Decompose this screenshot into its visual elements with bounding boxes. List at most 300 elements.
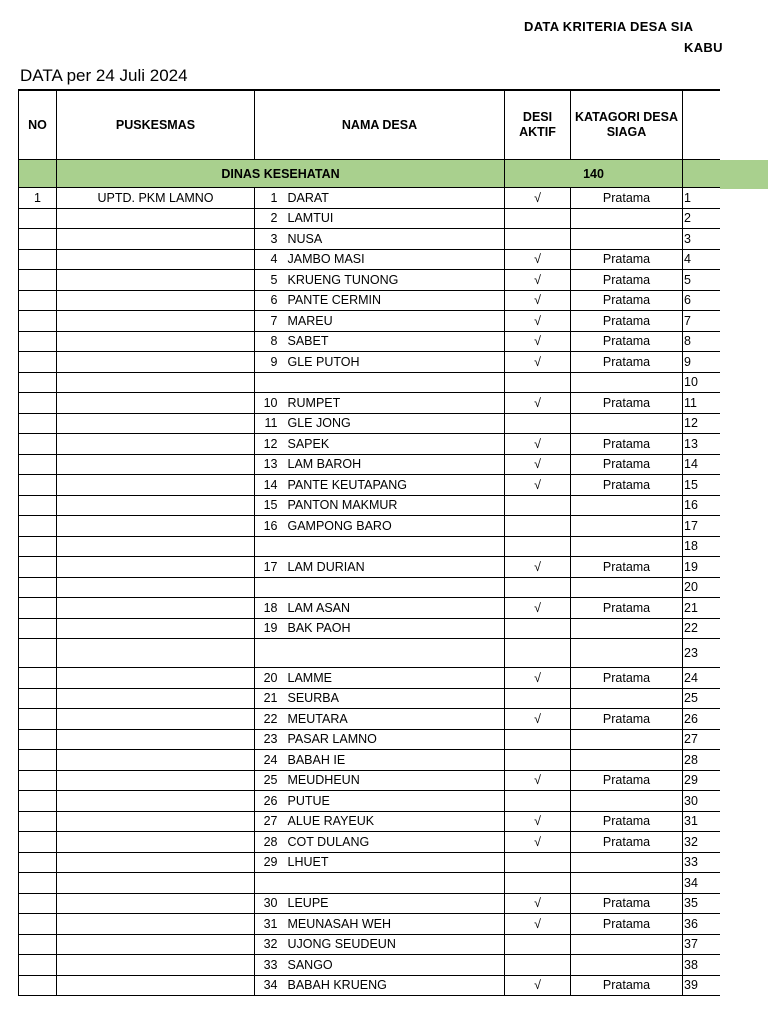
cell-desi-aktif xyxy=(505,955,571,976)
cell-kategori: Pratama xyxy=(571,454,683,475)
cell-puskesmas xyxy=(57,639,255,668)
cell-kategori: Pratama xyxy=(571,832,683,853)
cell-row-index: 29 xyxy=(683,770,720,791)
cell-row-index: 27 xyxy=(683,729,720,750)
cell-row-index: 5 xyxy=(683,270,720,291)
cell-desi-aktif xyxy=(505,516,571,537)
cell-row-index: 24 xyxy=(683,668,720,689)
cell-no xyxy=(19,688,57,709)
cell-row-index: 33 xyxy=(683,852,720,873)
cell-puskesmas xyxy=(57,791,255,812)
cell-puskesmas xyxy=(57,914,255,935)
cell-desi-aktif: √ xyxy=(505,249,571,270)
cell-desa-number xyxy=(255,639,282,668)
cell-row-index: 4 xyxy=(683,249,720,270)
cell-puskesmas xyxy=(57,709,255,730)
cell-no: 1 xyxy=(19,188,57,209)
cell-desa-name: SEURBA xyxy=(282,688,505,709)
cell-desa-name: UJONG SEUDEUN xyxy=(282,934,505,955)
cell-kategori: Pratama xyxy=(571,290,683,311)
section-total: 140 xyxy=(505,160,683,188)
table-row xyxy=(19,955,721,976)
cell-puskesmas xyxy=(57,668,255,689)
cell-desa-name: BABAH IE xyxy=(282,750,505,771)
table-row xyxy=(19,352,721,373)
cell-desa-name: GLE JONG xyxy=(282,413,505,434)
cell-desa-number: 23 xyxy=(255,729,282,750)
cell-row-index: 34 xyxy=(683,873,720,894)
cell-desa-number: 9 xyxy=(255,352,282,373)
cell-no xyxy=(19,709,57,730)
cell-kategori xyxy=(571,372,683,393)
cell-kategori: Pratama xyxy=(571,709,683,730)
cell-desa-name: BAK PAOH xyxy=(282,618,505,639)
cell-puskesmas xyxy=(57,557,255,578)
cell-desi-aktif xyxy=(505,208,571,229)
cell-no xyxy=(19,893,57,914)
cell-no xyxy=(19,454,57,475)
table-row xyxy=(19,934,721,955)
cell-desa-name: PANTE KEUTAPANG xyxy=(282,475,505,496)
section-tail xyxy=(683,160,720,188)
cell-desa-name: PANTE CERMIN xyxy=(282,290,505,311)
cell-no xyxy=(19,852,57,873)
cell-row-index: 19 xyxy=(683,557,720,578)
cell-row-index: 15 xyxy=(683,475,720,496)
cell-desi-aktif xyxy=(505,618,571,639)
table-row xyxy=(19,229,721,250)
cell-kategori xyxy=(571,208,683,229)
cell-kategori: Pratama xyxy=(571,331,683,352)
cell-kategori: Pratama xyxy=(571,352,683,373)
cell-row-index: 2 xyxy=(683,208,720,229)
cell-kategori xyxy=(571,955,683,976)
cell-desa-number: 22 xyxy=(255,709,282,730)
cell-desa-number: 12 xyxy=(255,434,282,455)
cell-puskesmas: UPTD. PKM LAMNO xyxy=(57,188,255,209)
table-row xyxy=(19,434,721,455)
cell-desa-number: 6 xyxy=(255,290,282,311)
cell-desi-aktif xyxy=(505,372,571,393)
cell-puskesmas xyxy=(57,475,255,496)
cell-desi-aktif: √ xyxy=(505,893,571,914)
cell-puskesmas xyxy=(57,955,255,976)
cell-kategori xyxy=(571,729,683,750)
cell-row-index: 8 xyxy=(683,331,720,352)
cell-desi-aktif xyxy=(505,729,571,750)
cell-no xyxy=(19,934,57,955)
cell-no xyxy=(19,516,57,537)
cell-no xyxy=(19,331,57,352)
cell-puskesmas xyxy=(57,372,255,393)
section-spacer xyxy=(19,160,57,188)
table-row xyxy=(19,709,721,730)
table-row xyxy=(19,290,721,311)
cell-kategori xyxy=(571,516,683,537)
col-header-kategori: KATAGORI DESA SIAGA xyxy=(571,90,683,160)
cell-desa-number: 5 xyxy=(255,270,282,291)
cell-puskesmas xyxy=(57,495,255,516)
section-row xyxy=(19,160,721,188)
cell-desa-number: 25 xyxy=(255,770,282,791)
cell-no xyxy=(19,791,57,812)
cell-no xyxy=(19,975,57,996)
cell-kategori: Pratama xyxy=(571,311,683,332)
table-row xyxy=(19,516,721,537)
cell-desa-number: 18 xyxy=(255,598,282,619)
cell-row-index: 31 xyxy=(683,811,720,832)
sheet-frame xyxy=(0,86,720,1024)
cell-no xyxy=(19,832,57,853)
table-row xyxy=(19,454,721,475)
cell-desa-name xyxy=(282,536,505,557)
cell-desa-name: SANGO xyxy=(282,955,505,976)
cell-no xyxy=(19,577,57,598)
cell-desa-number: 7 xyxy=(255,311,282,332)
cell-desi-aktif xyxy=(505,413,571,434)
cell-desa-number: 32 xyxy=(255,934,282,955)
cell-kategori xyxy=(571,688,683,709)
cell-desi-aktif: √ xyxy=(505,393,571,414)
cell-desa-number: 11 xyxy=(255,413,282,434)
cell-no xyxy=(19,914,57,935)
cell-kategori: Pratama xyxy=(571,393,683,414)
cell-kategori xyxy=(571,750,683,771)
cell-desa-name: MEUDHEUN xyxy=(282,770,505,791)
cell-desa-number: 28 xyxy=(255,832,282,853)
cell-desi-aktif: √ xyxy=(505,188,571,209)
cell-kategori: Pratama xyxy=(571,770,683,791)
cell-desa-number: 21 xyxy=(255,688,282,709)
cell-kategori: Pratama xyxy=(571,249,683,270)
cell-row-index: 12 xyxy=(683,413,720,434)
cell-row-index: 1 xyxy=(683,188,720,209)
cell-puskesmas xyxy=(57,290,255,311)
table-row xyxy=(19,311,721,332)
cell-kategori: Pratama xyxy=(571,811,683,832)
cell-no xyxy=(19,270,57,291)
cell-no xyxy=(19,249,57,270)
cell-row-index: 36 xyxy=(683,914,720,935)
cell-no xyxy=(19,208,57,229)
cell-row-index: 16 xyxy=(683,495,720,516)
cell-desi-aktif xyxy=(505,495,571,516)
cell-puskesmas xyxy=(57,229,255,250)
cell-desa-number: 31 xyxy=(255,914,282,935)
cell-desa-name: NUSA xyxy=(282,229,505,250)
cell-desi-aktif xyxy=(505,852,571,873)
cell-desi-aktif xyxy=(505,536,571,557)
table-row xyxy=(19,975,721,996)
cell-desa-name: KRUENG TUNONG xyxy=(282,270,505,291)
col-header-no: NO xyxy=(19,90,57,160)
cell-desi-aktif xyxy=(505,229,571,250)
cell-no xyxy=(19,434,57,455)
cell-kategori xyxy=(571,852,683,873)
cell-desa-name: LAMME xyxy=(282,668,505,689)
cell-desa-name: MEUNASAH WEH xyxy=(282,914,505,935)
cell-desa-name: ALUE RAYEUK xyxy=(282,811,505,832)
cell-desa-name xyxy=(282,577,505,598)
cell-desa-name xyxy=(282,639,505,668)
cell-desa-number xyxy=(255,372,282,393)
cell-desi-aktif: √ xyxy=(505,811,571,832)
table-row xyxy=(19,873,721,894)
cell-desa-number: 4 xyxy=(255,249,282,270)
cell-desa-name: SAPEK xyxy=(282,434,505,455)
cell-desa-number: 16 xyxy=(255,516,282,537)
table-row xyxy=(19,668,721,689)
cell-desi-aktif xyxy=(505,639,571,668)
cell-no xyxy=(19,618,57,639)
cell-puskesmas xyxy=(57,331,255,352)
cell-desi-aktif: √ xyxy=(505,557,571,578)
cell-row-index: 23 xyxy=(683,639,720,668)
report-title: DATA KRITERIA DESA SIA xyxy=(524,19,694,34)
table-row xyxy=(19,475,721,496)
cell-kategori xyxy=(571,577,683,598)
cell-desa-name: GAMPONG BARO xyxy=(282,516,505,537)
cell-no xyxy=(19,639,57,668)
cell-desa-name: COT DULANG xyxy=(282,832,505,853)
cell-kategori: Pratama xyxy=(571,557,683,578)
table-row xyxy=(19,208,721,229)
section-band-extension xyxy=(720,160,768,189)
col-header-desi-aktif: DESI AKTIF xyxy=(505,90,571,160)
cell-desa-name: LAM BAROH xyxy=(282,454,505,475)
cell-puskesmas xyxy=(57,832,255,853)
cell-desa-name: MEUTARA xyxy=(282,709,505,730)
cell-no xyxy=(19,811,57,832)
cell-desa-number: 24 xyxy=(255,750,282,771)
cell-row-index: 26 xyxy=(683,709,720,730)
cell-kategori xyxy=(571,413,683,434)
cell-row-index: 18 xyxy=(683,536,720,557)
cell-puskesmas xyxy=(57,434,255,455)
cell-desi-aktif xyxy=(505,873,571,894)
cell-desi-aktif xyxy=(505,750,571,771)
report-subtitle: KABU xyxy=(684,40,723,55)
cell-kategori xyxy=(571,229,683,250)
cell-kategori: Pratama xyxy=(571,914,683,935)
desa-siaga-table xyxy=(18,89,720,996)
cell-desa-number: 33 xyxy=(255,955,282,976)
cell-kategori xyxy=(571,934,683,955)
cell-desa-number xyxy=(255,577,282,598)
cell-desa-number: 10 xyxy=(255,393,282,414)
table-row xyxy=(19,639,721,668)
cell-desa-number: 15 xyxy=(255,495,282,516)
cell-desa-name: PUTUE xyxy=(282,791,505,812)
cell-no xyxy=(19,750,57,771)
cell-desa-name: PANTON MAKMUR xyxy=(282,495,505,516)
cell-row-index: 30 xyxy=(683,791,720,812)
cell-desa-number: 13 xyxy=(255,454,282,475)
table-row xyxy=(19,729,721,750)
cell-desa-name: LAM ASAN xyxy=(282,598,505,619)
cell-puskesmas xyxy=(57,893,255,914)
table-row xyxy=(19,557,721,578)
cell-row-index: 14 xyxy=(683,454,720,475)
cell-desa-number: 19 xyxy=(255,618,282,639)
cell-puskesmas xyxy=(57,270,255,291)
cell-no xyxy=(19,873,57,894)
table-row xyxy=(19,393,721,414)
cell-row-index: 13 xyxy=(683,434,720,455)
cell-kategori xyxy=(571,536,683,557)
cell-puskesmas xyxy=(57,873,255,894)
cell-desi-aktif: √ xyxy=(505,331,571,352)
cell-row-index: 9 xyxy=(683,352,720,373)
table-row xyxy=(19,331,721,352)
cell-desa-number xyxy=(255,536,282,557)
cell-no xyxy=(19,311,57,332)
cell-no xyxy=(19,557,57,578)
cell-desa-number: 17 xyxy=(255,557,282,578)
cell-puskesmas xyxy=(57,750,255,771)
cell-row-index: 38 xyxy=(683,955,720,976)
cell-desa-name: LAM DURIAN xyxy=(282,557,505,578)
cell-kategori: Pratama xyxy=(571,668,683,689)
cell-desa-name: LAMTUI xyxy=(282,208,505,229)
cell-desi-aktif: √ xyxy=(505,434,571,455)
cell-no xyxy=(19,770,57,791)
cell-desi-aktif: √ xyxy=(505,311,571,332)
cell-no xyxy=(19,372,57,393)
cell-desa-number: 14 xyxy=(255,475,282,496)
cell-puskesmas xyxy=(57,249,255,270)
cell-desi-aktif: √ xyxy=(505,352,571,373)
cell-kategori: Pratama xyxy=(571,188,683,209)
cell-row-index: 21 xyxy=(683,598,720,619)
cell-no xyxy=(19,413,57,434)
cell-puskesmas xyxy=(57,577,255,598)
cell-row-index: 3 xyxy=(683,229,720,250)
cell-desi-aktif: √ xyxy=(505,598,571,619)
table-row xyxy=(19,852,721,873)
cell-puskesmas xyxy=(57,393,255,414)
cell-row-index: 39 xyxy=(683,975,720,996)
cell-desi-aktif: √ xyxy=(505,475,571,496)
cell-desi-aktif: √ xyxy=(505,668,571,689)
cell-desa-name: SABET xyxy=(282,331,505,352)
cell-puskesmas xyxy=(57,208,255,229)
cell-desa-number: 34 xyxy=(255,975,282,996)
cell-desa-number xyxy=(255,873,282,894)
cell-kategori: Pratama xyxy=(571,598,683,619)
cell-puskesmas xyxy=(57,454,255,475)
cell-kategori: Pratama xyxy=(571,893,683,914)
cell-desi-aktif xyxy=(505,934,571,955)
cell-no xyxy=(19,352,57,373)
cell-kategori: Pratama xyxy=(571,475,683,496)
cell-kategori xyxy=(571,639,683,668)
cell-row-index: 32 xyxy=(683,832,720,853)
cell-desi-aktif xyxy=(505,688,571,709)
table-row xyxy=(19,598,721,619)
cell-row-index: 17 xyxy=(683,516,720,537)
cell-puskesmas xyxy=(57,688,255,709)
col-header-extra xyxy=(683,90,720,160)
cell-row-index: 35 xyxy=(683,893,720,914)
cell-kategori xyxy=(571,618,683,639)
cell-row-index: 10 xyxy=(683,372,720,393)
cell-no xyxy=(19,598,57,619)
cell-puskesmas xyxy=(57,598,255,619)
cell-desa-name: LHUET xyxy=(282,852,505,873)
cell-puskesmas xyxy=(57,516,255,537)
cell-desi-aktif: √ xyxy=(505,914,571,935)
cell-kategori xyxy=(571,791,683,812)
table-row xyxy=(19,188,721,209)
header-row xyxy=(19,90,721,160)
cell-kategori xyxy=(571,873,683,894)
table-row xyxy=(19,688,721,709)
cell-desi-aktif: √ xyxy=(505,832,571,853)
cell-row-index: 20 xyxy=(683,577,720,598)
cell-desa-number: 27 xyxy=(255,811,282,832)
table-row xyxy=(19,832,721,853)
cell-desi-aktif xyxy=(505,577,571,598)
cell-puskesmas xyxy=(57,352,255,373)
col-header-nama-desa: NAMA DESA xyxy=(255,90,505,160)
cell-desa-number: 1 xyxy=(255,188,282,209)
table-row xyxy=(19,495,721,516)
cell-desi-aktif: √ xyxy=(505,709,571,730)
cell-puskesmas xyxy=(57,729,255,750)
cell-no xyxy=(19,955,57,976)
cell-row-index: 25 xyxy=(683,688,720,709)
col-header-puskesmas: PUSKESMAS xyxy=(57,90,255,160)
cell-desa-name: GLE PUTOH xyxy=(282,352,505,373)
cell-puskesmas xyxy=(57,311,255,332)
table-row xyxy=(19,577,721,598)
cell-desa-name: DARAT xyxy=(282,188,505,209)
cell-desi-aktif: √ xyxy=(505,290,571,311)
cell-desa-name xyxy=(282,873,505,894)
cell-desi-aktif: √ xyxy=(505,770,571,791)
cell-row-index: 6 xyxy=(683,290,720,311)
cell-no xyxy=(19,495,57,516)
table-row xyxy=(19,770,721,791)
table-row xyxy=(19,811,721,832)
cell-puskesmas xyxy=(57,811,255,832)
cell-row-index: 28 xyxy=(683,750,720,771)
cell-desa-number: 8 xyxy=(255,331,282,352)
section-label: DINAS KESEHATAN xyxy=(57,160,505,188)
table-row xyxy=(19,249,721,270)
cell-row-index: 7 xyxy=(683,311,720,332)
cell-row-index: 22 xyxy=(683,618,720,639)
cell-desa-number: 3 xyxy=(255,229,282,250)
cell-no xyxy=(19,290,57,311)
cell-desa-name: LEUPE xyxy=(282,893,505,914)
cell-puskesmas xyxy=(57,975,255,996)
cell-desa-name: MAREU xyxy=(282,311,505,332)
cell-desa-number: 20 xyxy=(255,668,282,689)
cell-no xyxy=(19,536,57,557)
cell-puskesmas xyxy=(57,413,255,434)
cell-kategori: Pratama xyxy=(571,434,683,455)
table-row xyxy=(19,791,721,812)
table-row xyxy=(19,270,721,291)
data-date: DATA per 24 Juli 2024 xyxy=(20,66,188,85)
cell-no xyxy=(19,668,57,689)
cell-desi-aktif: √ xyxy=(505,270,571,291)
cell-desa-name: RUMPET xyxy=(282,393,505,414)
table-row xyxy=(19,618,721,639)
table-row xyxy=(19,536,721,557)
